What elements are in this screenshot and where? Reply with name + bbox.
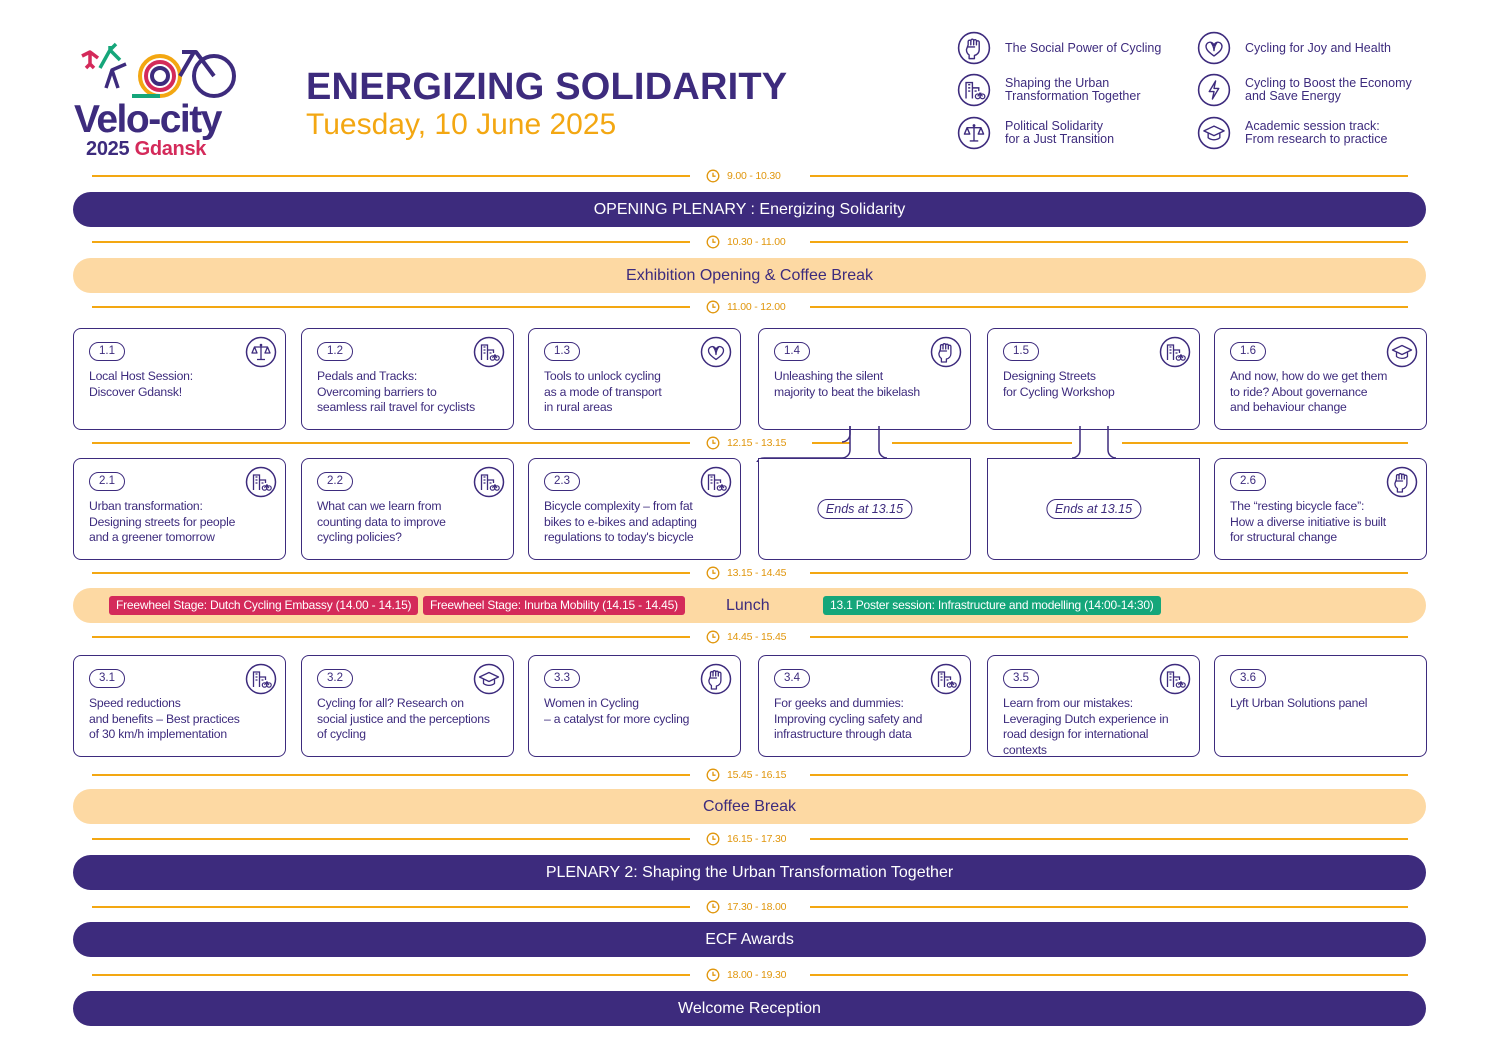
session-title: Speed reductions and benefits – Best practices of 30 km/h implementation	[89, 696, 240, 741]
session-number: 2.6	[1230, 472, 1266, 491]
session-2-2[interactable]	[301, 458, 514, 560]
session-number: 3.1	[89, 669, 125, 688]
ends-badge: Ends at 13.15	[1046, 499, 1141, 519]
session-number: 1.3	[544, 342, 580, 361]
heart-icon	[700, 336, 732, 368]
fist-icon	[930, 336, 962, 368]
session-number: 3.4	[774, 669, 810, 688]
session-1-4-continued[interactable]	[758, 458, 971, 560]
session-number: 1.6	[1230, 342, 1266, 361]
session-title: And now, how do we get them to ride? About governance and behaviour change	[1230, 369, 1388, 414]
coffee-break-bar[interactable]: Coffee Break	[73, 789, 1426, 824]
city-bike-icon	[473, 336, 505, 368]
fist-icon	[700, 663, 732, 695]
city-bike-icon	[245, 663, 277, 695]
session-title: Pedals and Tracks: Overcoming barriers to seamless rail travel for cyclists	[317, 369, 475, 414]
session-1-3[interactable]	[528, 328, 741, 430]
scales-icon	[957, 116, 991, 150]
session-title: Bicycle complexity – from fat bikes to e-bikes and adapting regulations to today's bicycle	[544, 499, 697, 544]
freewheel-inurba-tag[interactable]: Freewheel Stage: Inurba Mobility (14.15 - 14.45)	[423, 596, 685, 615]
session-extension-connectors	[756, 426, 1126, 462]
session-title: Learn from our mistakes: Leveraging Dutch experience in road design for international contexts	[1003, 696, 1169, 757]
time-label: 12.15 - 13.15	[727, 437, 787, 449]
clock-icon	[706, 900, 720, 914]
time-slot	[92, 629, 1408, 645]
graduation-cap-icon	[1197, 116, 1231, 150]
session-3-3[interactable]	[528, 655, 741, 757]
time-label: 15.45 - 16.15	[727, 769, 787, 781]
session-number: 3.3	[544, 669, 580, 688]
logo-name: Velo-city	[74, 98, 221, 141]
time-slot	[92, 435, 1408, 451]
legend-label: Academic session track: From research to practice	[1245, 119, 1388, 146]
logo-year-city: 2025 Gdansk	[86, 138, 207, 160]
session-number: 1.2	[317, 342, 353, 361]
time-slot	[92, 831, 1408, 847]
city-bike-icon	[957, 73, 991, 107]
heart-icon	[1197, 31, 1231, 65]
session-3-5[interactable]	[987, 655, 1200, 757]
session-1-5[interactable]	[987, 328, 1200, 430]
time-label: 18.00 - 19.30	[727, 969, 787, 981]
session-number: 2.3	[544, 472, 580, 491]
graduation-cap-icon	[473, 663, 505, 695]
legend-academic-track	[1197, 116, 1387, 150]
session-number: 3.6	[1230, 669, 1266, 688]
lightning-icon	[1197, 73, 1231, 107]
session-number: 3.5	[1003, 669, 1039, 688]
session-1-1[interactable]	[73, 328, 286, 430]
session-number: 1.1	[89, 342, 125, 361]
clock-icon	[706, 169, 720, 183]
session-title: Unleashing the silent majority to beat the bikelash	[774, 369, 920, 399]
session-number: 2.1	[89, 472, 125, 491]
session-number: 1.4	[774, 342, 810, 361]
session-title: Women in Cycling – a catalyst for more cycling	[544, 696, 690, 726]
session-3-6[interactable]	[1214, 655, 1427, 757]
clock-icon	[706, 566, 720, 580]
time-slot	[92, 767, 1408, 783]
legend-label: Cycling to Boost the Economy and Save Energy	[1245, 76, 1412, 103]
legend-social-power	[957, 31, 1161, 65]
session-number: 1.5	[1003, 342, 1039, 361]
clock-icon	[706, 235, 720, 249]
poster-session-tag[interactable]: 13.1 Poster session: Infrastructure and modelling (14:00-14:30)	[823, 596, 1161, 615]
clock-icon	[706, 630, 720, 644]
page-title: ENERGIZING SOLIDARITY	[306, 66, 788, 108]
city-bike-icon	[700, 466, 732, 498]
ecf-awards-bar[interactable]: ECF Awards	[73, 922, 1426, 957]
fist-icon	[957, 31, 991, 65]
clock-icon	[706, 832, 720, 846]
clock-icon	[706, 300, 720, 314]
welcome-reception-bar[interactable]: Welcome Reception	[73, 991, 1426, 1026]
session-2-1[interactable]	[73, 458, 286, 560]
session-2-6[interactable]	[1214, 458, 1427, 560]
time-slot	[92, 967, 1408, 983]
session-title: Cycling for all? Research on social justice and the perceptions of cycling	[317, 696, 490, 741]
ends-badge: Ends at 13.15	[817, 499, 912, 519]
session-title: Lyft Urban Solutions panel	[1230, 696, 1368, 710]
legend-economy-energy	[1197, 73, 1412, 107]
time-label: 13.15 - 14.45	[727, 567, 787, 579]
session-title: Urban transformation: Designing streets for people and a greener tomorrow	[89, 499, 236, 544]
freewheel-dutch-tag[interactable]: Freewheel Stage: Dutch Cycling Embassy (14.00 - 14.15)	[109, 596, 418, 615]
session-1-2[interactable]	[301, 328, 514, 430]
session-number: 2.2	[317, 472, 353, 491]
opening-plenary-bar[interactable]: OPENING PLENARY : Energizing Solidarity	[73, 192, 1426, 227]
session-3-2[interactable]	[301, 655, 514, 757]
time-label: 16.15 - 17.30	[727, 833, 787, 845]
time-slot	[92, 299, 1408, 315]
time-label: 14.45 - 15.45	[727, 631, 787, 643]
time-label: 11.00 - 12.00	[727, 301, 786, 313]
session-2-3[interactable]	[528, 458, 741, 560]
city-bike-icon	[245, 466, 277, 498]
legend-label: Shaping the Urban Transformation Together	[1005, 76, 1141, 103]
clock-icon	[706, 968, 720, 982]
session-number: 3.2	[317, 669, 353, 688]
legend-political-solidarity	[957, 116, 1114, 150]
lunch-label: Lunch	[726, 597, 770, 614]
session-title: The “resting bicycle face”: How a diverse initiative is built for structural change	[1230, 499, 1386, 544]
exhibition-coffee-bar[interactable]: Exhibition Opening & Coffee Break	[73, 258, 1426, 293]
city-bike-icon	[1159, 663, 1191, 695]
scales-icon	[245, 336, 277, 368]
time-label: 10.30 - 11.00	[727, 236, 786, 248]
legend-urban-transformation	[957, 73, 1141, 107]
city-bike-icon	[1159, 336, 1191, 368]
city-bike-icon	[930, 663, 962, 695]
fist-icon	[1386, 466, 1418, 498]
time-slot	[92, 168, 1408, 184]
legend-joy-health	[1197, 31, 1391, 65]
legend-label: The Social Power of Cycling	[1005, 40, 1162, 55]
session-3-1[interactable]	[73, 655, 286, 757]
time-slot	[92, 565, 1408, 581]
time-label: 9.00 - 10.30	[727, 170, 781, 182]
session-1-4[interactable]	[758, 328, 971, 430]
session-1-5-continued[interactable]	[987, 458, 1200, 560]
page-date: Tuesday, 10 June 2025	[306, 108, 617, 141]
time-slot	[92, 899, 1408, 915]
session-title: What can we learn from counting data to improve cycling policies?	[317, 499, 446, 544]
graduation-cap-icon	[1386, 336, 1418, 368]
session-title: Designing Streets for Cycling Workshop	[1003, 369, 1115, 399]
session-1-6[interactable]	[1214, 328, 1427, 430]
legend-label: Cycling for Joy and Health	[1245, 40, 1391, 55]
time-slot	[92, 234, 1408, 250]
plenary-2-bar[interactable]: PLENARY 2: Shaping the Urban Transformation Together	[73, 855, 1426, 890]
session-3-4[interactable]	[758, 655, 971, 757]
session-title: For geeks and dummies: Improving cycling safety and infrastructure through data	[774, 696, 923, 741]
city-bike-icon	[473, 466, 505, 498]
session-title: Tools to unlock cycling as a mode of transport in rural areas	[544, 369, 662, 414]
session-title: Local Host Session: Discover Gdansk!	[89, 369, 193, 399]
clock-icon	[706, 436, 720, 450]
legend-label: Political Solidarity for a Just Transition	[1005, 119, 1115, 146]
clock-icon	[706, 768, 720, 782]
time-label: 17.30 - 18.00	[727, 901, 787, 913]
